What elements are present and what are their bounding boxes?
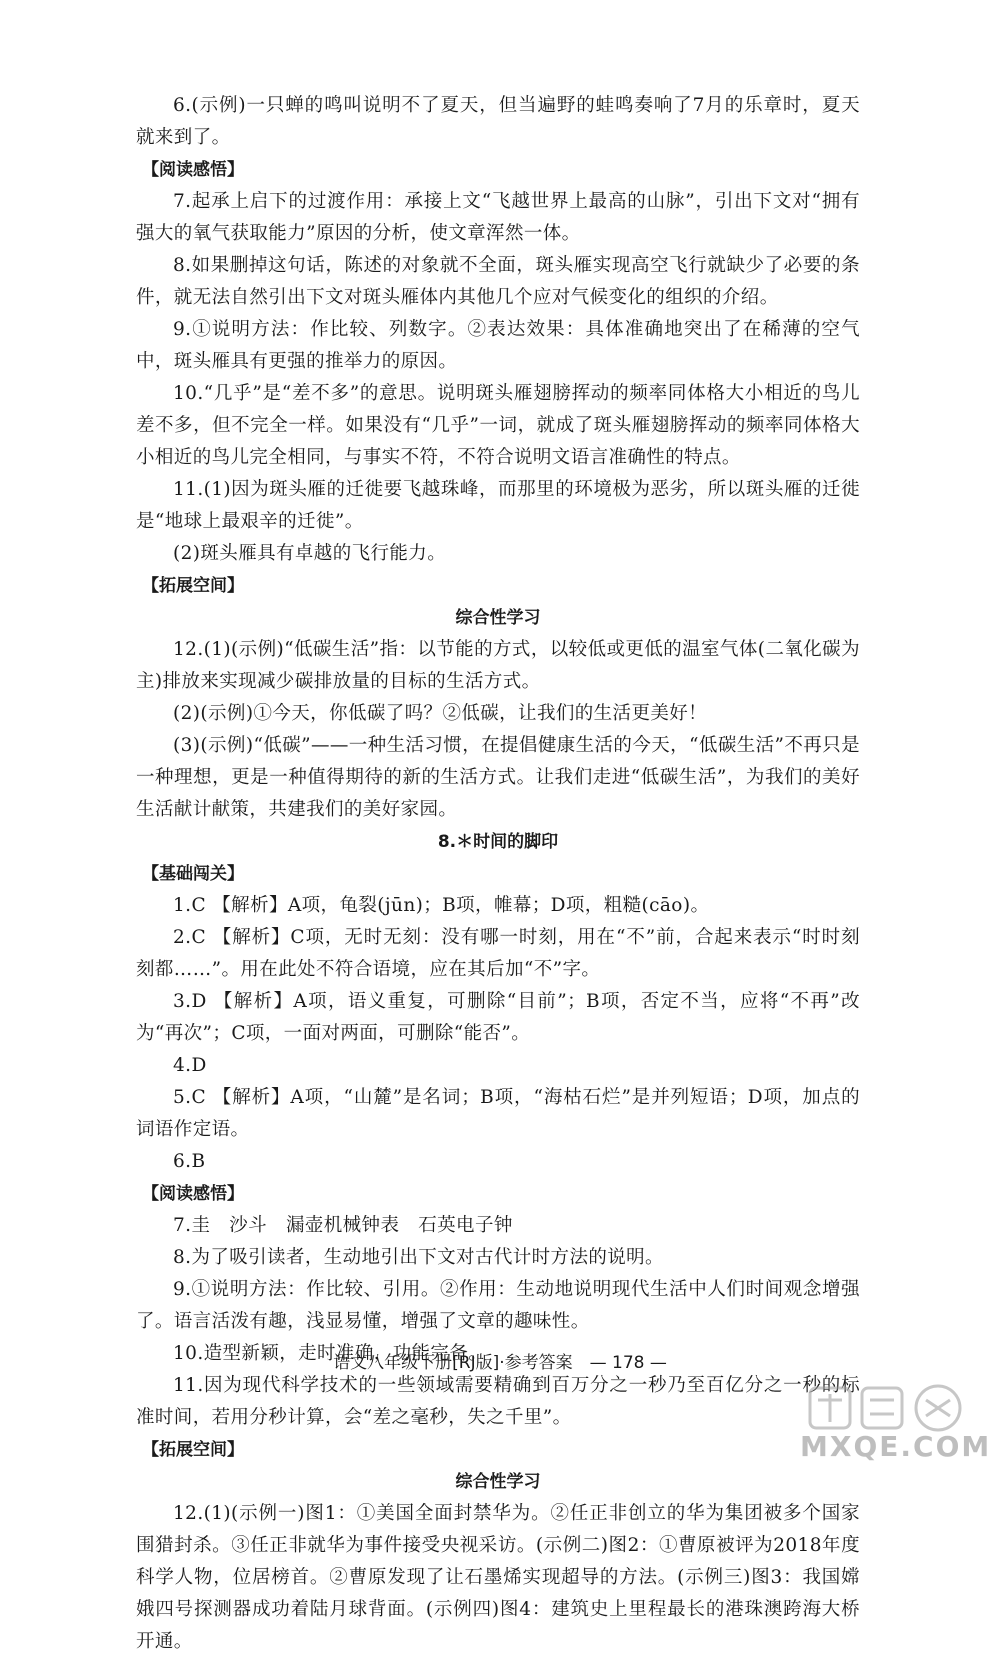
- section-header: 【拓展空间】: [142, 576, 244, 596]
- answer-paragraph: 12.(1)(示例)“低碳生活”指：以节能的方式，以较低或更低的温室气体(二氧化碳为主)排放来实现减少碳排放量的目标的生活方式。: [136, 639, 860, 692]
- answer-paragraph: 1.C 【解析】A项，龟裂(jūn)；B项，帷幕；D项，粗糙(cāo)。: [173, 895, 710, 916]
- subsection-title: 综合性学习: [455, 1472, 541, 1492]
- answer-paragraph: 11.(1)因为斑头雁的迁徙要飞越珠峰，而那里的环境极为恶劣，所以斑头雁的迁徙是“地球上最艰辛的迁徙”。: [136, 479, 860, 532]
- section-header: 【阅读感悟】: [142, 160, 244, 180]
- page-footer: 语文八年级下册[RJ版]·参考答案 — 178 —: [333, 1353, 667, 1373]
- answer-paragraph: 5.C 【解析】A项，“山麓”是名词；B项，“海枯石烂”是并列短语；D项，加点的词语作定语。: [136, 1087, 860, 1140]
- section-header: 【拓展空间】: [142, 1440, 244, 1460]
- answer-paragraph: (2)(示例)①今天，你低碳了吗？②低碳，让我们的生活更美好！: [173, 703, 708, 724]
- answer-paragraph: 10.“几乎”是“差不多”的意思。说明斑头雁翅膀挥动的频率同体格大小相近的鸟儿差不多，但不完全一样。如果没有“几乎”一词，就成了斑头雁翅膀挥动的频率同体格大小相近的鸟儿完全相同，与事实不符，不符合说明文语言准确性的特点。: [136, 383, 860, 468]
- section-header: 【阅读感悟】: [142, 1184, 244, 1204]
- watermark-text: MXQE.COM: [800, 1430, 992, 1463]
- answer-paragraph: 8.如果删掉这句话，陈述的对象就不全面，斑头雁实现高空飞行就缺少了必要的条件，就无法自然引出下文对斑头雁体内其他几个应对气候变化的组织的介绍。: [136, 255, 860, 308]
- answer-paragraph: 3.D 【解析】A项，语义重复，可删除“目前”；B项，否定不当，应将“不再”改为“再次”；C项，一面对两面，可删除“能否”。: [136, 991, 860, 1044]
- answer-paragraph: 10.造型新颖，走时准确，功能完备。: [173, 1343, 488, 1364]
- answer-paragraph: 8.为了吸引读者，生动地引出下文对古代计时方法的说明。: [173, 1247, 664, 1268]
- answer-paragraph: 7.起承上启下的过渡作用：承接上文“飞越世界上最高的山脉”，引出下文对“拥有强大的氧气获取能力”原因的分析，使文章浑然一体。: [136, 191, 860, 244]
- answer-paragraph: (2)斑头雁具有卓越的飞行能力。: [173, 543, 447, 564]
- answer-paragraph: 9.①说明方法：作比较、引用。②作用：生动地说明现代生活中人们时间观念增强了。语言活泼有趣，浅显易懂，增强了文章的趣味性。: [136, 1279, 860, 1332]
- section-header: 【基础闯关】: [142, 864, 244, 884]
- answer-paragraph: 6.B: [173, 1151, 206, 1172]
- subsection-title: 8.＊时间的脚印: [437, 832, 559, 852]
- subsection-title: 综合性学习: [455, 608, 541, 628]
- answer-content: [136, 90, 860, 1658]
- answer-paragraph: 2.C 【解析】C项，无时无刻：没有哪一时刻，用在“不”前，合起来表示“时时刻刻都……”。用在此处不符合语境，应在其后加“不”字。: [136, 927, 860, 980]
- answer-paragraph: 9.①说明方法：作比较、列数字。②表达效果：具体准确地突出了在稀薄的空气中，斑头雁具有更强的推举力的原因。: [136, 319, 860, 372]
- answer-paragraph: 12.(1)(示例一)图1：①美国全面封禁华为。②任正非创立的华为集团被多个国家围猎封杀。③任正非就华为事件接受央视采访。(示例二)图2：①曹原被评为2018年度科学人物，位居榜首。②曹原发现了让石墨烯实现超导的方法。(示例三)图3：我国嫦娥四号探测器成功着陆月球背面。(示例四)图4：建筑史上里程最长的港珠澳跨海大桥开通。: [136, 1503, 860, 1652]
- answer-paragraph: (3)(示例)“低碳”——一种生活习惯，在提倡健康生活的今天，“低碳生活”不再只是一种理想，更是一种值得期待的新的生活方式。让我们走进“低碳生活”，为我们的美好生活献计献策，共建我们的美好家园。: [136, 735, 860, 820]
- answer-paragraph: 4.D: [173, 1055, 207, 1076]
- answer-paragraph: 11.因为现代科学技术的一些领域需要精确到百万分之一秒乃至百亿分之一秒的标准时间，若用分秒计算，会“差之毫秒，失之千里”。: [136, 1375, 860, 1428]
- answer-paragraph: 6.(示例)一只蝉的鸣叫说明不了夏天，但当遍野的蛙鸣奏响了7月的乐章时，夏天就来到了。: [136, 95, 860, 148]
- answer-paragraph: 7.圭 沙斗 漏壶机械钟表 石英电子钟: [173, 1215, 513, 1236]
- site-watermark: [800, 1380, 990, 1466]
